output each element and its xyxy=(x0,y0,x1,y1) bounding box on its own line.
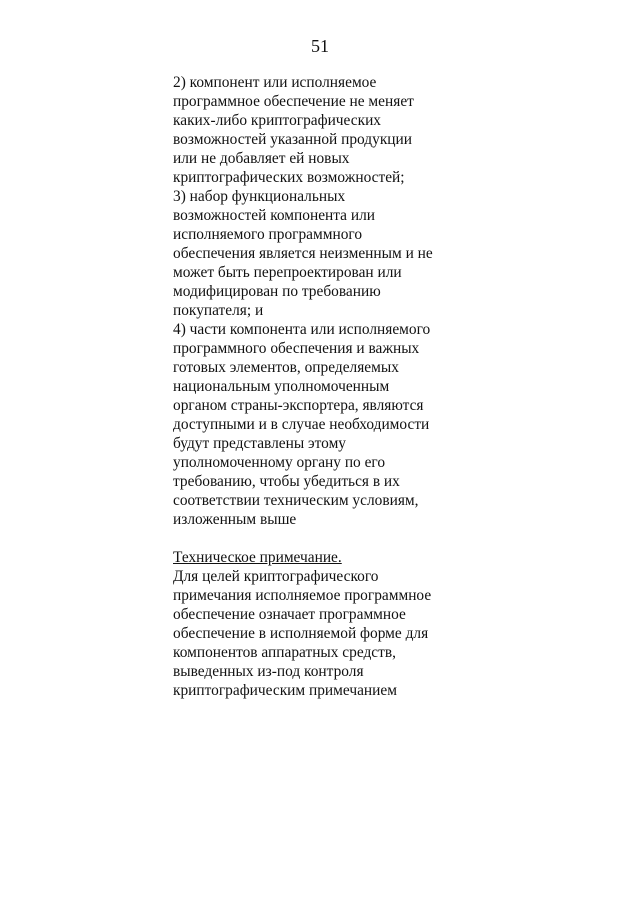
text-line: каких-либо криптографических xyxy=(173,112,382,129)
text-line: модифицирован по требованию xyxy=(173,283,381,300)
text-line: 2) компонент или исполняемое xyxy=(173,74,377,91)
page-number: 51 xyxy=(311,36,329,56)
text-line: возможностей указанной продукции xyxy=(173,131,413,148)
text-line: национальным уполномоченным xyxy=(173,378,390,395)
note-heading: Техническое примечание. xyxy=(173,549,342,566)
text-line: или не добавляет ей новых xyxy=(173,150,350,167)
text-line: исполняемого программного xyxy=(173,226,363,243)
text-line: органом страны-экспортера, являются xyxy=(173,397,424,414)
text-line: 3) набор функциональных xyxy=(173,188,346,205)
text-line: уполномоченному органу по его xyxy=(173,454,386,471)
text-line: криптографических возможностей; xyxy=(173,169,405,186)
text-line: программное обеспечение не меняет xyxy=(173,93,414,110)
document-body xyxy=(173,73,473,700)
text-line: криптографическим примечанием xyxy=(173,682,397,699)
text-line: может быть перепроектирован или xyxy=(173,264,402,281)
text-line: требованию, чтобы убедиться в их xyxy=(173,473,400,490)
conditions-list xyxy=(173,73,473,529)
text-line: программного обеспечения и важных xyxy=(173,340,420,357)
technical-note xyxy=(173,548,473,700)
text-line: выведенных из-под контроля xyxy=(173,663,364,680)
paragraph-gap xyxy=(173,529,473,548)
text-line: компонентов аппаратных средств, xyxy=(173,644,396,661)
text-line: возможностей компонента или xyxy=(173,207,376,224)
text-line: будут представлены этому xyxy=(173,435,347,452)
text-line: примечания исполняемое программное xyxy=(173,587,432,604)
text-line: обеспечения является неизменным и не xyxy=(173,245,433,262)
text-line: изложенным выше xyxy=(173,511,297,528)
text-line: Для целей криптографического xyxy=(173,568,379,585)
text-line: соответствии техническим условиям, xyxy=(173,492,419,509)
text-line: покупателя; и xyxy=(173,302,264,319)
text-line: обеспечение означает программное xyxy=(173,606,406,623)
text-line: доступными и в случае необходимости xyxy=(173,416,430,433)
text-line: готовых элементов, определяемых xyxy=(173,359,399,376)
text-line: 4) части компонента или исполняемого xyxy=(173,321,431,338)
text-line: обеспечение в исполняемой форме для xyxy=(173,625,429,642)
